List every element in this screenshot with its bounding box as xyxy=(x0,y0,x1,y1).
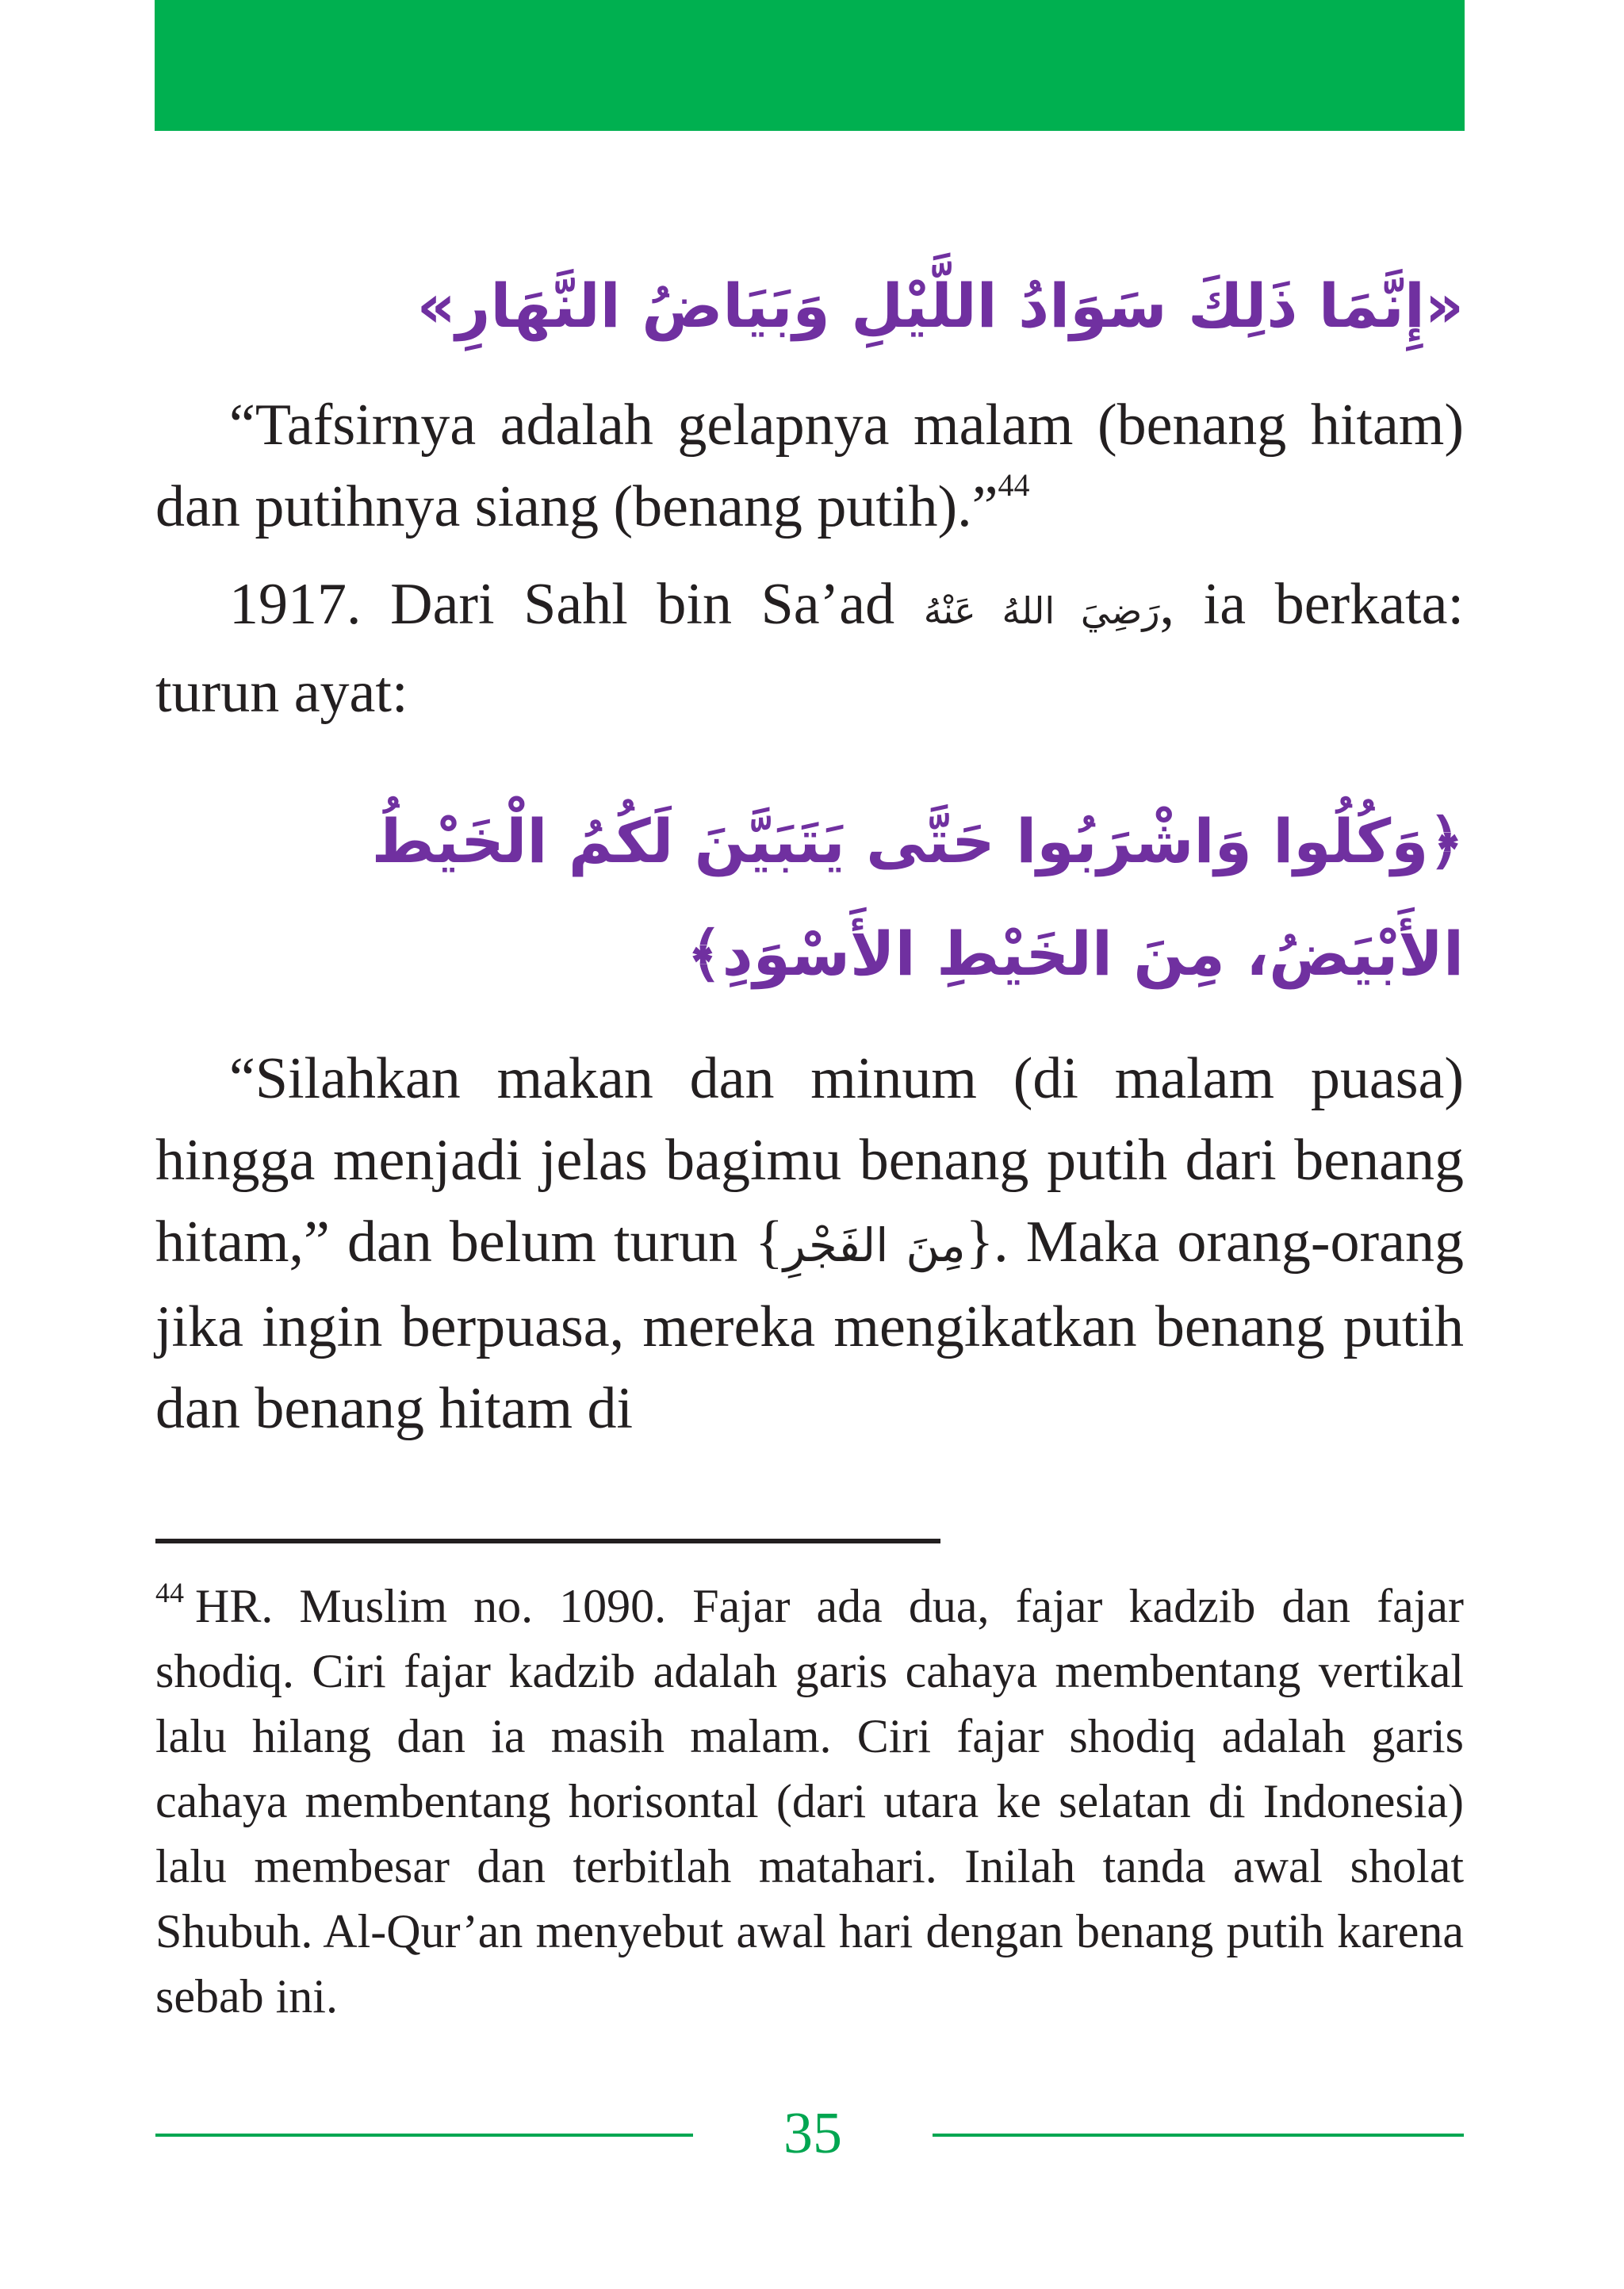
inline-arabic-phrase: مِنَ الفَجْرِ xyxy=(783,1218,966,1272)
verse-translation-text: “Silahkan makan dan minum (di malam puasa) hingga menjadi jelas bagimu benang putih dari benang hitam,” dan belum turun { xyxy=(155,1046,1464,1275)
footer-rule-right xyxy=(933,2134,1464,2137)
header-bar xyxy=(155,0,1465,131)
footnote-text: HR. Muslim no. 1090. Fajar ada dua, fajar kadzib dan fajar shodiq. Ciri fajar kadzib adalah garis cahaya membentang vertikal lalu hilang dan ia masih malam. Ciri fajar shodiq adalah garis cahaya membentang horisontal (dari utara ke selatan di Indonesia) lalu membesar dan terbitlah matahari. Inilah tanda awal sholat Shubuh. Al-Qur’an menyebut awal hari dengan benang putih karena sebab ini. xyxy=(155,1580,1464,2023)
page-content xyxy=(155,262,1464,1450)
hadith-intro-suffix: , ia berkata: turun ayat: xyxy=(155,572,1465,725)
verse-translation-paragraph xyxy=(155,1038,1464,1450)
footnote-divider xyxy=(155,1539,940,1543)
hadith-paragraph xyxy=(155,564,1464,734)
footnote xyxy=(155,1574,1464,2029)
honorific-glyph: رَضِيَ اللهُ عَنْهُ xyxy=(923,589,1160,632)
footnote-reference[interactable]: 44 xyxy=(998,467,1030,503)
translation-text: “Tafsirnya adalah gelapnya malam (benang hitam) dan putihnya siang (benang putih).” xyxy=(155,393,1464,539)
quran-verse: ﴿وَكُلُوا وَاشْرَبُوا حَتَّى يَتَبَيَّنَ لَكُمُ الْخَيْطُ الأَبْيَضُ، مِنَ الخَيْطِ الأَسْوَدِ﴾ xyxy=(371,806,1464,989)
footnote-number: 44 xyxy=(155,1577,184,1608)
footer-rule-left xyxy=(155,2134,693,2137)
verse-translation-continuation: }. Maka orang-orang jika ingin berpuasa, mereka mengikatkan benang putih dan benang hitam di xyxy=(155,1210,1464,1441)
hadith-intro-text: 1917. Dari Sahl bin Sa’ad xyxy=(229,572,924,637)
page-number: 35 xyxy=(783,2101,842,2166)
arabic-hadith-quote: «إِنَّمَا ذَلِكَ سَوَادُ اللَّيْلِ وَبَيَاضُ النَّهَارِ» xyxy=(416,270,1464,341)
translation-paragraph xyxy=(155,385,1464,548)
